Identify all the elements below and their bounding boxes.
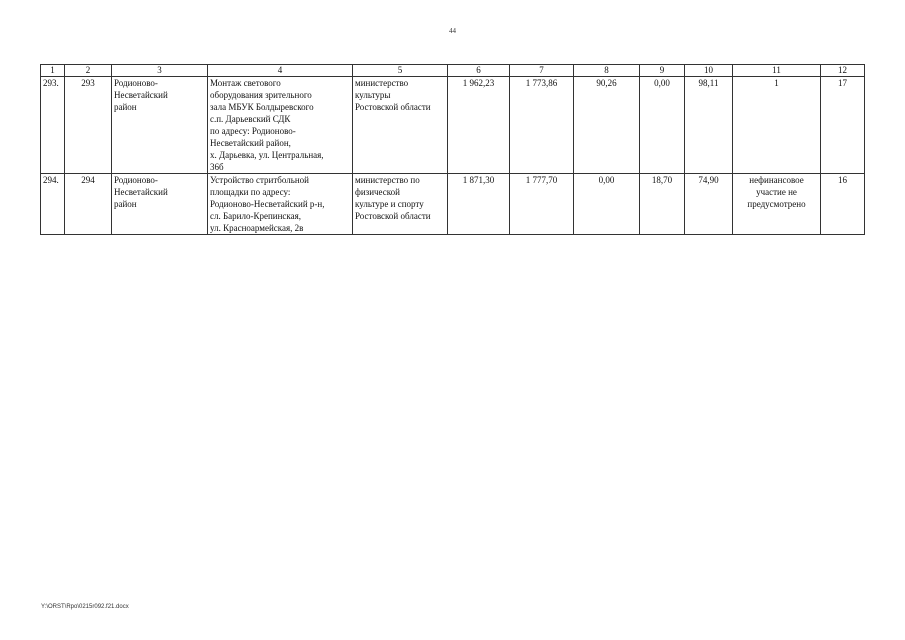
value-cell-9: 18,70 xyxy=(640,174,685,235)
value-cell-9: 0,00 xyxy=(640,77,685,174)
table-row xyxy=(41,174,865,235)
description-cell xyxy=(208,174,353,235)
value-cell-7: 1 773,86 xyxy=(510,77,574,174)
value-cell-8: 0,00 xyxy=(574,174,640,235)
value-cell-10: 98,11 xyxy=(685,77,733,174)
column-header: 4 xyxy=(208,65,353,77)
district-cell xyxy=(112,77,208,174)
column-header: 11 xyxy=(733,65,821,77)
column-header: 8 xyxy=(574,65,640,77)
footer-file-path: Y:\ORST\Rpo\0215r092.f21.docx xyxy=(41,604,129,610)
value-cell-8: 90,26 xyxy=(574,77,640,174)
row-id: 294 xyxy=(65,174,112,235)
value-cell-12: 16 xyxy=(821,174,865,235)
ministry-text: министерство по физической культуре и спорту Ростовской области xyxy=(355,175,431,221)
description-cell xyxy=(208,77,353,174)
row-id: 293 xyxy=(65,77,112,174)
row-number: 294. xyxy=(41,174,65,235)
value-cell-7: 1 777,70 xyxy=(510,174,574,235)
value-cell-12: 17 xyxy=(821,77,865,174)
ministry-text: министерство культуры Ростовской области xyxy=(355,78,431,112)
column-header: 9 xyxy=(640,65,685,77)
column-header: 6 xyxy=(448,65,510,77)
page-number: 44 xyxy=(449,27,456,35)
column-header: 10 xyxy=(685,65,733,77)
district-text: Родионово- Несветайский район xyxy=(114,175,168,209)
participation-text: нефинансовое участие не предусмотрено xyxy=(747,175,806,209)
column-header: 3 xyxy=(112,65,208,77)
value-cell-6: 1 871,30 xyxy=(448,174,510,235)
description-text: Устройство стритбольной площадки по адресу: Родионово-Несветайский р-н, сл. Барило-Крепинская, ул. Красноармейская, 2в xyxy=(210,175,325,233)
district-text: Родионово- Несветайский район xyxy=(114,78,168,112)
ministry-cell xyxy=(353,174,448,235)
value-cell-10: 74,90 xyxy=(685,174,733,235)
district-cell xyxy=(112,174,208,235)
column-header: 5 xyxy=(353,65,448,77)
column-header: 2 xyxy=(65,65,112,77)
description-text: Монтаж светового оборудования зрительного зала МБУК Болдыревского с.п. Дарьевский СДК по адресу: Родионово- Несветайский район, х. Дарьевка, ул. Центральная, 36б xyxy=(210,78,324,172)
table-row xyxy=(41,77,865,174)
participation-cell xyxy=(733,77,821,174)
column-header: 7 xyxy=(510,65,574,77)
column-header: 1 xyxy=(41,65,65,77)
participation-cell xyxy=(733,174,821,235)
value-cell-6: 1 962,23 xyxy=(448,77,510,174)
row-number: 293. xyxy=(41,77,65,174)
ministry-cell xyxy=(353,77,448,174)
data-table xyxy=(40,64,865,235)
column-header: 12 xyxy=(821,65,865,77)
participation-text: 1 xyxy=(774,78,779,88)
header-row xyxy=(41,65,865,77)
